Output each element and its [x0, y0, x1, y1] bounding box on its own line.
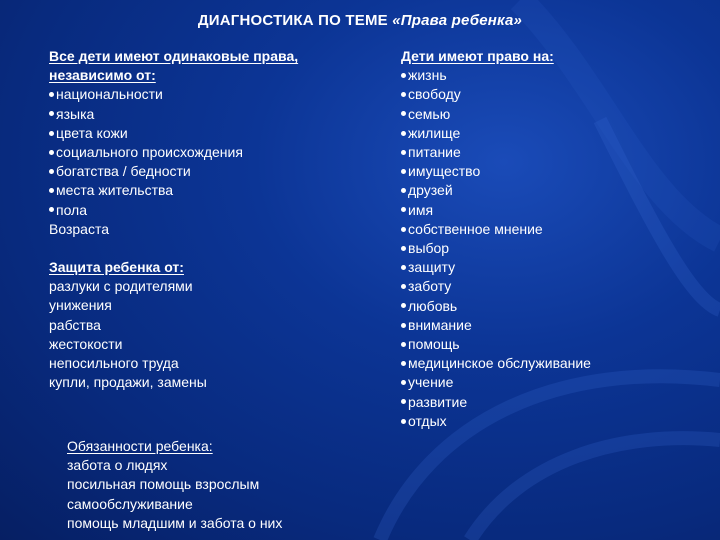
bullet-icon	[401, 399, 406, 404]
protection-section	[49, 258, 369, 392]
list-item	[49, 124, 369, 143]
list-item	[49, 201, 369, 220]
bullet-icon	[401, 92, 406, 97]
list-item: рабства	[49, 316, 101, 333]
list-item-text: помощь	[408, 336, 460, 353]
list-item	[401, 181, 701, 200]
bullet-icon	[49, 92, 54, 97]
list-item	[401, 124, 701, 143]
title-topic: «Права ребенка»	[392, 12, 523, 29]
list-item-text: пола	[56, 201, 88, 218]
list-item	[49, 105, 369, 124]
bullet-icon	[49, 150, 54, 155]
list-item: унижения	[49, 297, 112, 314]
protection-heading: Защита ребенка от:	[49, 259, 184, 275]
list-item	[49, 143, 369, 162]
equal-rights-list	[49, 85, 369, 239]
list-item-text: социального происхождения	[56, 144, 243, 161]
list-item-text: отдых	[408, 412, 447, 429]
bullet-icon	[401, 207, 406, 212]
bullet-icon	[401, 342, 406, 347]
bullet-icon	[401, 227, 406, 232]
list-item-text: жилище	[408, 124, 461, 141]
equal-rights-heading-line1: Все дети имеют одинаковые права,	[49, 48, 299, 64]
duties-section	[67, 437, 387, 533]
bullet-icon	[401, 246, 406, 251]
bullet-icon	[401, 380, 406, 385]
list-item-text: места жительства	[56, 182, 174, 199]
list-item	[401, 393, 701, 412]
rights-section	[401, 47, 701, 431]
equal-rights-section	[49, 47, 369, 239]
list-item-text: цвета кожи	[56, 124, 128, 141]
list-item-text: жизнь	[408, 67, 447, 84]
list-item-text: внимание	[408, 316, 472, 333]
list-item-text: развитие	[408, 393, 468, 410]
page-title	[0, 12, 720, 29]
list-item-text: защиту	[408, 259, 456, 276]
list-item: купли, продажи, замены	[49, 374, 207, 391]
list-item-text: собственное мнение	[408, 220, 543, 237]
list-item-plain: Возраста	[49, 220, 109, 237]
list-item: разлуки с родителями	[49, 278, 193, 295]
list-item	[401, 85, 701, 104]
bullet-icon	[49, 207, 54, 212]
list-item-text: имя	[408, 201, 434, 218]
equal-rights-heading-line2: независимо от:	[49, 67, 156, 84]
list-item-text: друзей	[408, 182, 453, 199]
list-item: посильная помощь взрослым	[67, 476, 260, 493]
bullet-icon	[401, 150, 406, 155]
list-item	[401, 373, 701, 392]
bullet-icon	[401, 284, 406, 289]
duties-list	[67, 456, 387, 533]
list-item	[401, 354, 701, 373]
bullet-icon	[49, 188, 54, 193]
list-item-text: богатства / бедности	[56, 163, 191, 180]
list-item	[401, 239, 701, 258]
list-item: забота о людях	[67, 457, 168, 474]
bullet-icon	[401, 73, 406, 78]
list-item	[401, 297, 701, 316]
bullet-icon	[401, 111, 406, 116]
list-item-text: выбор	[408, 240, 450, 257]
list-item	[401, 201, 701, 220]
list-item: непосильного труда	[49, 355, 179, 372]
list-item: помощь младшим и забота о них	[67, 514, 283, 531]
duties-heading: Обязанности ребенка:	[67, 438, 213, 454]
list-item: жестокости	[49, 335, 123, 352]
list-item	[401, 335, 701, 354]
list-item	[49, 85, 369, 104]
list-item-text: медицинское обслуживание	[408, 355, 591, 372]
list-item-text: заботу	[408, 278, 452, 295]
bullet-icon	[401, 361, 406, 366]
bullet-icon	[401, 303, 406, 308]
list-item-text: языка	[56, 105, 95, 122]
list-item-text: любовь	[408, 297, 458, 314]
protection-list	[49, 277, 369, 392]
bullet-icon	[401, 323, 406, 328]
list-item	[401, 316, 701, 335]
list-item	[401, 277, 701, 296]
bullet-icon	[401, 169, 406, 174]
list-item: самообслуживание	[67, 495, 193, 512]
list-item	[49, 181, 369, 200]
list-item-text: семью	[408, 105, 451, 122]
title-main: ДИАГНОСТИКА ПО ТЕМЕ	[197, 12, 388, 29]
bullet-icon	[401, 131, 406, 136]
list-item-text: национальности	[56, 86, 163, 103]
rights-list	[401, 66, 701, 431]
bullet-icon	[401, 188, 406, 193]
list-item	[401, 105, 701, 124]
bullet-icon	[401, 265, 406, 270]
list-item	[401, 412, 701, 431]
rights-heading: Дети имеют право на:	[401, 48, 554, 64]
list-item	[401, 66, 701, 85]
bullet-icon	[401, 419, 406, 424]
equal-rights-heading	[49, 47, 369, 85]
bullet-icon	[49, 111, 54, 116]
list-item	[401, 258, 701, 277]
list-item-text: питание	[408, 144, 461, 161]
list-item	[401, 220, 701, 239]
list-item-text: учение	[408, 374, 454, 391]
bullet-icon	[49, 131, 54, 136]
list-item-text: свободу	[408, 86, 461, 103]
list-item	[401, 143, 701, 162]
list-item-text: имущество	[408, 163, 481, 180]
bullet-icon	[49, 169, 54, 174]
list-item	[401, 162, 701, 181]
list-item	[49, 162, 369, 181]
